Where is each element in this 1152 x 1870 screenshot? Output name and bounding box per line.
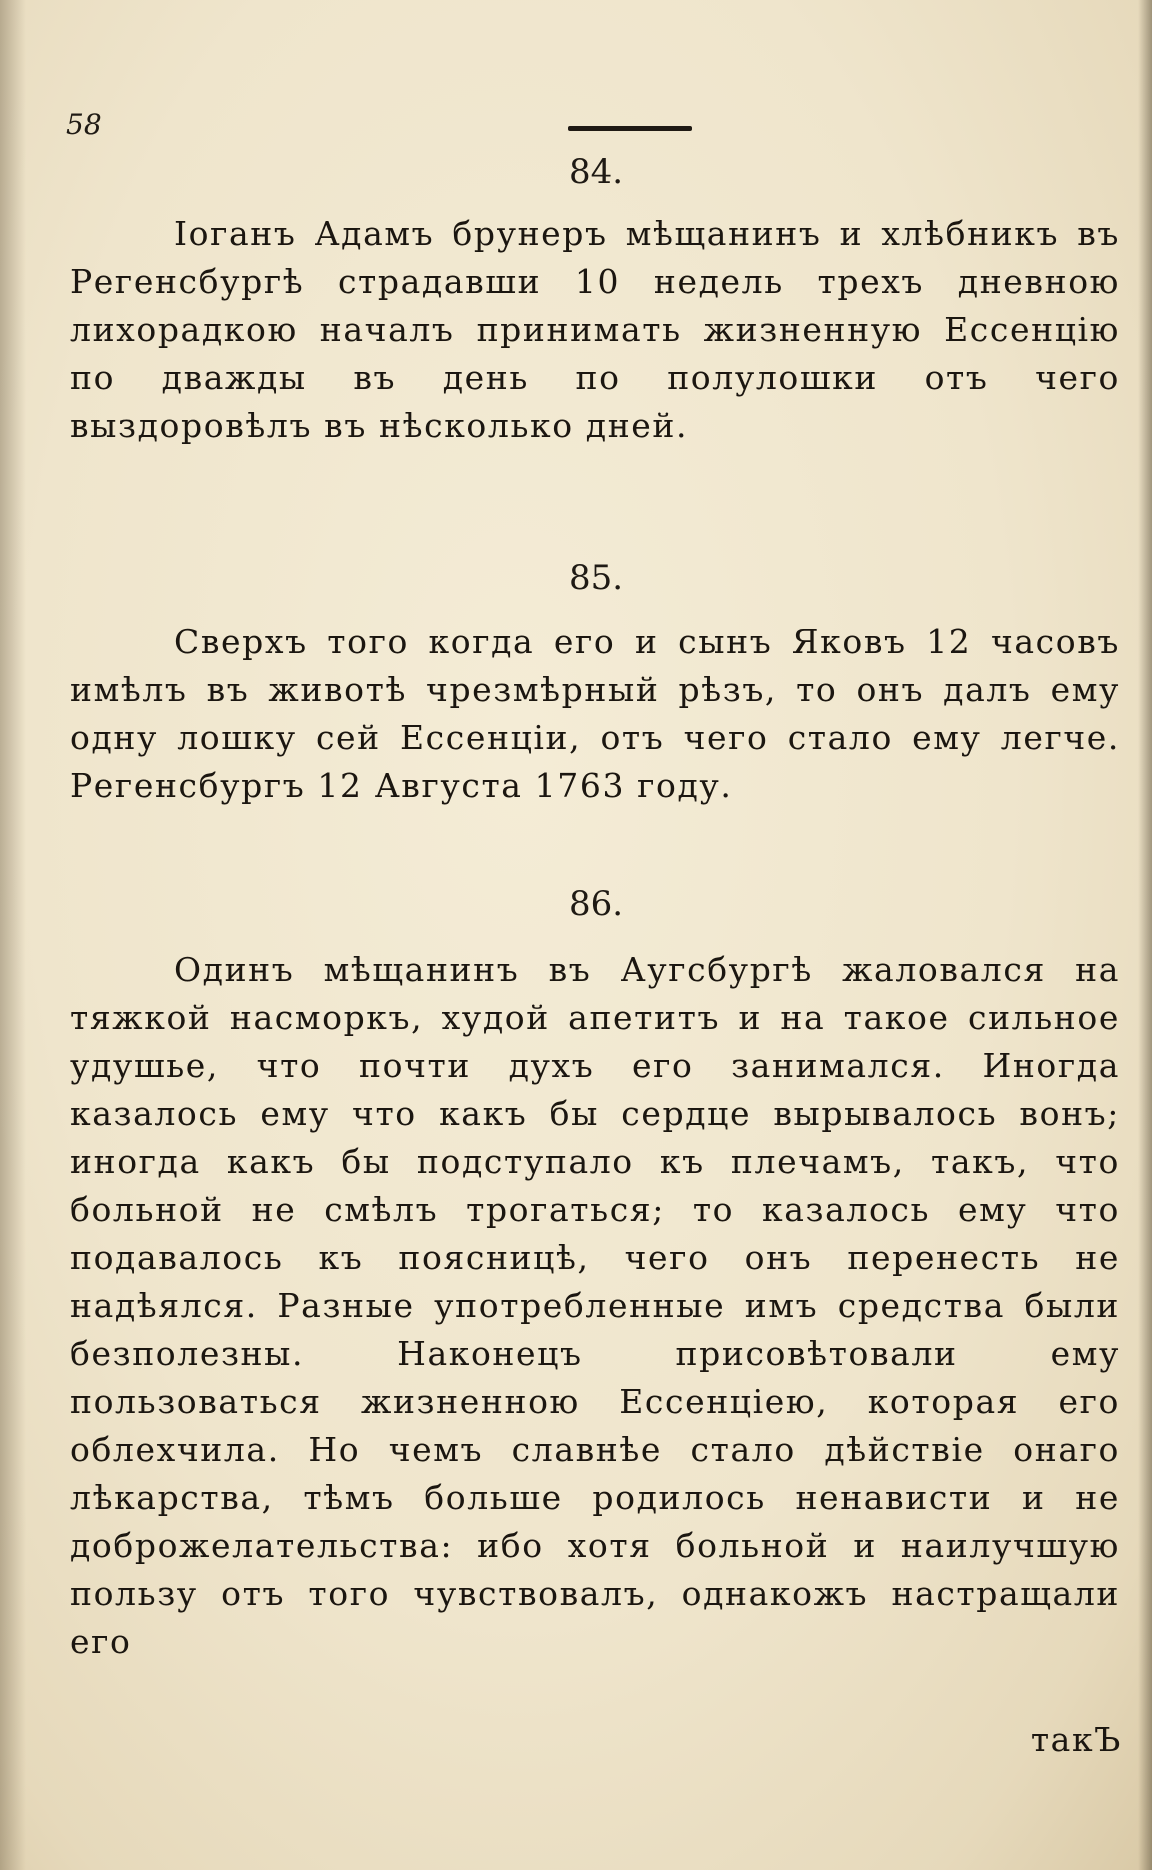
page-edge-shadow: [1138, 0, 1152, 1870]
paragraph-85: Сверхъ того когда его и сынъ Яковъ 12 часовъ имѣлъ въ животѣ чрезмѣрный рѣзъ, то онъ далъ ему одну лошку сей Ессенціи, отъ чего стало ему легче. Регенсбургъ 12 Августа 1763 году.: [70, 622, 1120, 805]
paragraph-84: Іоганъ Адамъ брунеръ мѣщанинъ и хлѣбникъ въ Регенсбургѣ страдавши 10 недель трехъ дневною лихорадкою началъ принимать жизненную Ессенцію по дважды въ день по полулошки отъ чего выздоровѣлъ въ нѣсколько дней.: [70, 214, 1120, 445]
section-number-85: 85.: [568, 558, 624, 598]
spine-shadow: [0, 0, 26, 1870]
page-number: 58: [66, 108, 102, 141]
section-number-84: 84.: [568, 152, 624, 192]
catchword: такЪ: [1030, 1720, 1122, 1759]
paragraph-86: Одинъ мѣщанинъ въ Аугсбургѣ жаловался на тяжкой насморкъ, худой апетитъ и на такое сильное удушье, что почти духъ его занимался. Иногда казалось ему что какъ бы сердце вырывалось вонъ; иногда какъ бы подступало къ плечамъ, такъ, что больной не смѣлъ трогаться; то казалось ему что подавалось къ поясницѣ, чего онъ перенесть не надѣялся. Разные употребленные имъ средства были безполезны. Наконецъ присовѣтовали ему пользоваться жизненною Ессенціею, которая его облехчила. Но чемъ славнѣе стало дѣйствіе онаго лѣкарства, тѣмъ больше родилось ненависти и не доброжелательства: ибо хотя больной и наилучшую пользу отъ того чувствовалъ, однакожъ настращали его: [70, 950, 1120, 1661]
section-number-86: 86.: [568, 884, 624, 924]
header-rule: [568, 126, 692, 131]
